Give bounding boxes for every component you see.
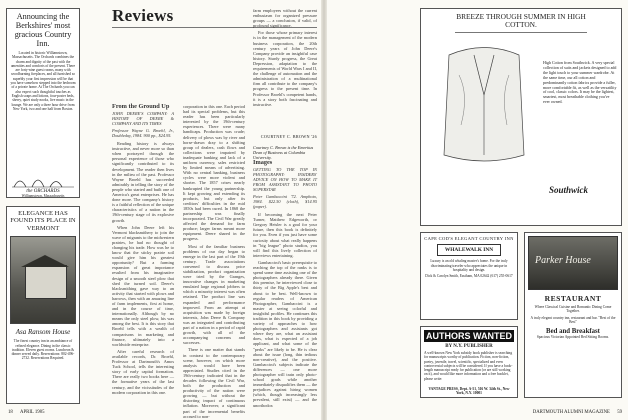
review2-citation-detail: Peter Gambaccini '72. Amphoto, 1984. $22.50 (cloth), $14.95 (paper). [253,194,317,210]
section-title: Reviews [112,6,174,25]
review1-byline: Courtney C. Brown is the Emeritus Dean of Business at Columbia University. [253,145,314,160]
orchards-body: Located in historic Williamstown, Massachusetts. The Orchards combines the charm and dignity of the past with the amenities and comforts of the present. There are forty-nine guest rooms, many with woodburning fireplaces, and all furnished so superbly your first impression will be that you have somehow stepped into the bedroom of a private home. At The Orchards you can also expect such thoughtful touches as English soaps and lotions, four-poster beds, sherry, quiet study nooks, live music in the lounge. We are only a three hour drive from New York, two and one half from Boston. [10,51,76,111]
page-gutter [321,0,327,420]
whalewalk-sign-text: WHALEWALK INN [444,247,494,254]
review1-paragraph: Reading history is always instructive, and never more so than when portrayed through the personal experience of those who significantly contributed to its development. The reader then lives in the milieu of the past. Professor Wayne Broehl has succeeded admirably in telling the story of the people who started and built one of America's great enterprises. He has done more. The company's history is a faithful reflection of the unique characteristics of a nation in the 19th-century stage of its explosive growth. [112,141,174,223]
vermont-photo [10,236,76,324]
review1-heading: From the Ground Up [112,103,170,110]
review1-paragraph: corporation in this one. Each period had its special problems, but this reader has been particularly interested by the 19th-century experiences. There were many handicaps. Production was crude; delivery of plows was by river and horse-drawn dray to a shifting group of dealers, cash flows and collections were impaired by inadequate banking and lack of a uniform currency, sales restricted by limited means of advertising. With no central banking, business cycles were more violent and shorter. The 1857 crises nearly bankrupted the young partnership. It kept growing and extending its products, but only after its creditors' difficulties in the mid 1850s had been cured. In 1868 the partnership was finally incorporated. The Civil War greatly affected the demand for farm produce; larger farms meant more equipment. Deere shared in the progress. [183,104,245,242]
review1-column-1 [112,104,174,404]
parker-blurb: A truly elegant country inn, restaurant and bar. "Best of the Best" [530,315,616,324]
review1-signature: COURTNEY C. BROWN '26 [260,134,317,139]
review1-paragraph: After careful research of available records, Dr. Broehl, Professor at Dartmouth's Amos Tuck School, tells the interesting story of early capital formation. There are really two books here — the formative years of the last century, and the vicissitudes of the modern corporation in this one. [112,348,174,395]
review2-paragraph: If becoming the next Peter Turner, Matthew Edgeworth, or Gregory Heisler is a goal for your future, then this book is definitely for you. Even if you just have some curiosity about what really happens in "big league" photo studios, you will find this lively collection of interviews entertaining. [253,212,317,258]
review1-paragraph: When John Deere left his Vermont blacksmithery to join the wave of migrants to the midwestern prairies, he had no thought of changing his trade. How was he to know that the sticky prairie soil would give him his greatest opportunity? But a farming expansion of great importance resulted from his imaginative design of a smooth steel plow that shed the turned soil. Deere's blacksmithing gave way to an activity that started with plows and harrows, then with an amazing line of farm implements, first at home, and in the course of time, internationally. Although by no means the only steel plow, his was among the best. It is this story that Broehl tells with a wealth of comparisons in marketing and finance, ultimately into a worldwide enterprise. [112,224,174,347]
parker-bb-detail: Spacious Victorian Appointed Bed Sitting Rooms. [536,335,610,340]
review1-paragraph: farm employees without the current enthusiasm for organized pressure groups — a conclusion, if valid, of profound significance. [253,8,317,29]
parker-bb-title: Bed and Breakfast [546,328,600,336]
whalewalk-sign [437,244,501,256]
breeze-illustration-icon [429,35,539,185]
parker-restaurant: RESTAURANT [544,294,602,303]
review1-paragraph: There is one matter that stands in contrast to the contemporary scene, however, on which more analysis would have been appreciated. Studies cited in the 19th-century indicated that in the decades following the Civil War, both the production and productivity of the nation were growing — but without the distorting impact of continuous inflation. Moreover, a significant part of the incremental benefits accrued to non- [183,347,245,419]
review1-paragraph: Most of the familiar business problems of our day began to emerge in the last part of the 19th century. Trade associations convened to discuss price stabilization, product organization were tried by the Granges, innovative changes in marketing emulated large regional jobbers to which a minority interest was often retained. The product line was expanded and performance improved. From an attempt at acquisition was made by foreign interests, John Deere & Company was an integrated and contributing part of a nation in a period of rapid growth, with all of the accompanying concerns and successes. [183,243,245,346]
breeze-brand: Southwick [549,185,589,195]
review1-citation-detail: Professor Wayne G. Broehl, Jr., Doubleday, 1984. 900 pp., $24.95. [112,128,174,139]
review2-heading: Images [253,159,273,166]
review2-citation: GETTING TO THE TOP IN PHOTOGRAPHY: INSIDERS' ADVICE ON HOW TO MAKE IT FROM ASSISTANT TO PHOTO SUPERSTAR [253,167,317,193]
left-folio [8,410,44,415]
breeze-copy: High Cotton from Southwick. A very special collection of suits and jackets designed to add the light touch to your summer wardrobe. At the same time, our all cotton and predominantly cotton fabrics provide a fuller, more comfortable fit, as well as the versatility of cool, classic colors. It may be the lightest, smartest, most breathable clothing you've ever owned. [543,60,617,105]
right-magazine: DARTMOUTH ALUMNI MAGAZINE [532,410,610,415]
right-page-number: 59 [617,410,622,415]
authors-sub: BY N.Y. PUBLISHER [445,344,493,349]
vermont-ad[interactable] [6,206,80,404]
review1-column-3 [253,8,317,133]
breeze-headline: BREEZE THROUGH SUMMER IN HIGH COTTON. [455,13,587,33]
parker-house-photo [528,236,618,290]
right-folio [480,410,622,415]
orchards-address: Williamstown, Massachusetts [21,194,65,198]
cape-cod-ad[interactable] [420,232,518,320]
breeze-ad[interactable] [420,8,622,226]
review1-citation: JOHN DEERE'S COMPANY: A HISTORY OF DEERE & COMPANY AND ITS TIMES [112,111,174,127]
authors-body: A well-known New York subsidy book publisher is searching for manuscripts worthy of publication. Fiction, non-fiction, poetry, juvenile, travel, scientific, specialized and even controversial subjects will be considered. If you have a book-length manuscript ready for publication (or are still working on it), and would like more information and a free booklet, please write: [424,351,513,381]
orchards-logo-icon [10,171,76,189]
authors-wanted-ad[interactable] [420,326,518,398]
parker-house-title: Parker House [535,255,591,266]
left-date: APRIL 1985 [20,410,45,415]
vermont-logo: Asa Ransom House [15,328,71,337]
left-page-number: 18 [8,410,13,415]
cape-cod-body: Luxury is an old whaling master's home. For the truly discriminating traveler who appreciates the unique in hospitality and design. [430,259,508,272]
authors-headline: AUTHORS WANTED [426,331,512,341]
orchards-headline: Announcing the Berkshires' most gracious Country Inn. [14,12,72,48]
cape-cod-contact: Dick & Carolyn Smith, Eastham, MA 02642 (617) 255-0617 [425,274,513,279]
cape-cod-headline: CAPE COD'S ELEGANT COUNTRY INN [424,236,514,241]
vermont-headline: ELEGANCE HAS FOUND ITS PLACE IN VERMONT [10,210,76,232]
review2-paragraph: Gambaccini's basic prerequisite to reaching the top of the ranks is to spend some time assisting one of the photographers already there. Given this premise, he interviewed close to thirty of the Big Apple's best and about to be best. Well-known to regular readers of American Photographer, Gambaccini is a master at seeing colorful and insightful profiles. He continues this tradition in this book by providing a variety of approaches to how photographers and assistants got where they are, what an assistant does, what is expected of a job applicant, and what some of the "perks" are likely to be. He is clear about the issue (long, thin tedious non-creative), and the positive. Gambaccini's subjects indicate the differences — one more photographer will train only photo-school grads while another immediately disqualifies them — the prejudices against hiring women (which, though increasingly less prevalent, still exist) — and the unorthodox [253,259,317,408]
vermont-body: The finest country inn in an ambiance of refined elegance. Dining in the classic tradition. Eleven guest rooms. Luncheon & dinner served daily. Reservations: 802-496-2732. Reservations Required. [11,339,75,361]
orchards-ad[interactable] [6,8,80,198]
review1-column-2 [183,104,245,419]
authors-address: VANTAGE PRESS, Dept. A-51, 516 W. 34th St., New York, N.Y. 10001 [428,387,510,396]
review2-column [253,159,317,408]
review1-paragraph: For those whose primary interest is in the management of the modern business corporation, the 20th century years of John Deere's Company provide an insightful case history. Sturdy progress, the Great Depression, adaptation to the requirements of World Wars I and II, the challenge of automation and the administration of a multinational firm all contribute to the company's progress to the present time. In Professor Broehl's competent hands, it is a story both fascinating and instructive. [253,30,317,107]
parker-house-ad[interactable] [524,232,622,398]
orchards-logo-text: the ORCHARDS [26,189,60,194]
parker-subtitle: Where Classical Cuisine and Romantic Dining Come Together. [534,305,612,314]
